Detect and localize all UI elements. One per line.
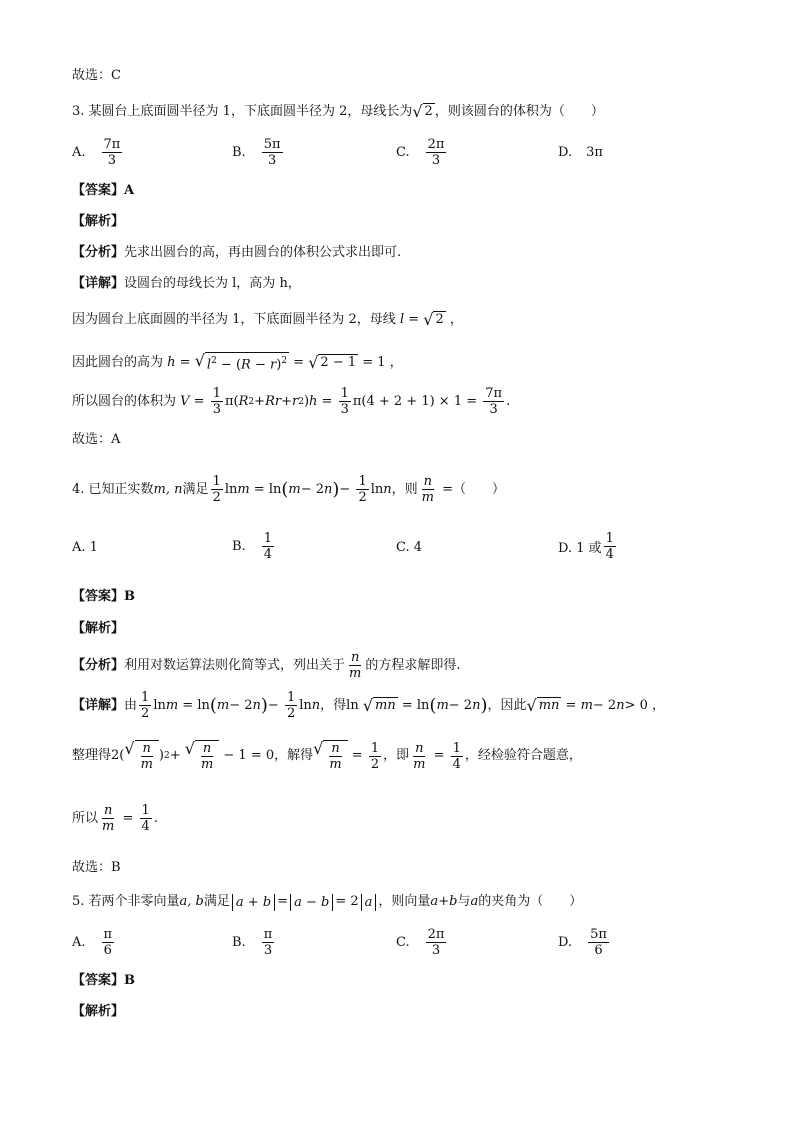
q3-height-formula: 因此圆台的高为 h = √ $l^2 - (R - r)^2$ = √ 2 − 1 = 1 ， [72,351,403,373]
q4-line3: 所以 $\frac{n}{m}$ = $\frac{1}{4}$ . [72,803,158,834]
q4-line2: 整理得 2( √ $\frac{n}{m}$ ) 2 + √ $\frac{n}{m}$ − 1 = 0 ，解得 √ $\frac{n}{m}$ = $\frac{1}{2}$ ，即 $\frac{n}{m}$ = $\frac{1}{4}$ ，经检验符合题意， [72,739,582,772]
q3-fenxi: 【分析】先求出圆台的高，再由圆台的体积公式求出即可. [72,245,402,260]
q4-xiangjie: 【详解】 由 $\frac{1}{2}$ ln m = ln ( m − 2 n ) − $\frac{1}{2}$ ln n ，得 ln √ mn = ln ( m − 2 n ) ，因此 √ mn = m − 2 n > 0 ， [72,690,666,721]
q4-option-d[interactable]: D. 1 或 $\frac{1}{4}$ [558,531,614,562]
q3-volume-formula: 所以圆台的体积为 V = $\frac{1}{3}$ π( R 2 + Rr + r 2 ) h = $\frac{1}{3}$ π(4 + 2 + 1) × 1 = $\frac{7\pi}{3}$ . [72,386,511,417]
q4-option-c[interactable]: C. 4 [396,540,423,555]
q5-option-a[interactable]: A. $\frac{\pi}{6}$ [72,927,113,958]
q5-answer: 【答案】B [72,973,135,988]
q3-option-c[interactable]: C. $\frac{2\pi}{3}$ [396,137,445,168]
q5-jiexi: 【解析】 [72,1004,125,1019]
q4-option-a[interactable]: A. 1 [72,540,98,555]
q3-stem [72,102,604,122]
q4-answer: 【答案】B [72,589,135,604]
q4-fenxi: 【分析】 利用对数运算法则化简等式，列出关于 $\frac{n}{m}$ 的方程求解即得. [72,650,461,681]
q3-option-d[interactable]: D. 3π [558,145,603,160]
q4-option-b[interactable]: B. $\frac{1}{4}$ [232,531,272,562]
q3-answer: 【答案】A [72,183,135,198]
q3-final: 故选：A [72,432,121,447]
q3-option-a[interactable]: A. $\frac{7\pi}{3}$ [72,137,121,168]
q3-xiangjie: 【详解】设圆台的母线长为 l，高为 h， [72,276,301,291]
q3-stem-text-b: ，则该圆台的体积为（ ） [434,104,604,119]
q4-final: 故选：B [72,860,121,875]
q4-stem: 4. 已知正实数 m, n 满足 $\frac{1}{2}$ ln m = ln ( m − 2 n ) − $\frac{1}{2}$ ln n ，则 $\frac{n}{m}$ = （ ） [72,474,506,505]
q5-option-b[interactable]: B. $\frac{\pi}{3}$ [232,927,273,958]
q2-answer: 故选：C [72,68,121,83]
q3-jiexi: 【解析】 [72,214,125,229]
sqrt-2: √ 2 [412,102,433,121]
q3-stem-text-a: 3. 某圆台上底面圆半径为 1，下底面圆半径为 2，母线长为 [72,104,413,119]
q3-line2: 因为圆台上底面圆的半径为 1，下底面圆半径为 2，母线 l = √ 2 ， [72,310,463,329]
q5-option-d[interactable]: D. $\frac{5\pi}{6}$ [558,927,607,958]
q5-option-c[interactable]: C. $\frac{2\pi}{3}$ [396,927,445,958]
q4-jiexi: 【解析】 [72,621,125,636]
q3-option-b[interactable]: B. $\frac{5\pi}{3}$ [232,137,281,168]
q5-stem: 5. 若两个非零向量 a, b 满足 a + b = a − b = 2 a ，则向量 a + b 与 a 的夹角为（ ） [72,894,583,910]
